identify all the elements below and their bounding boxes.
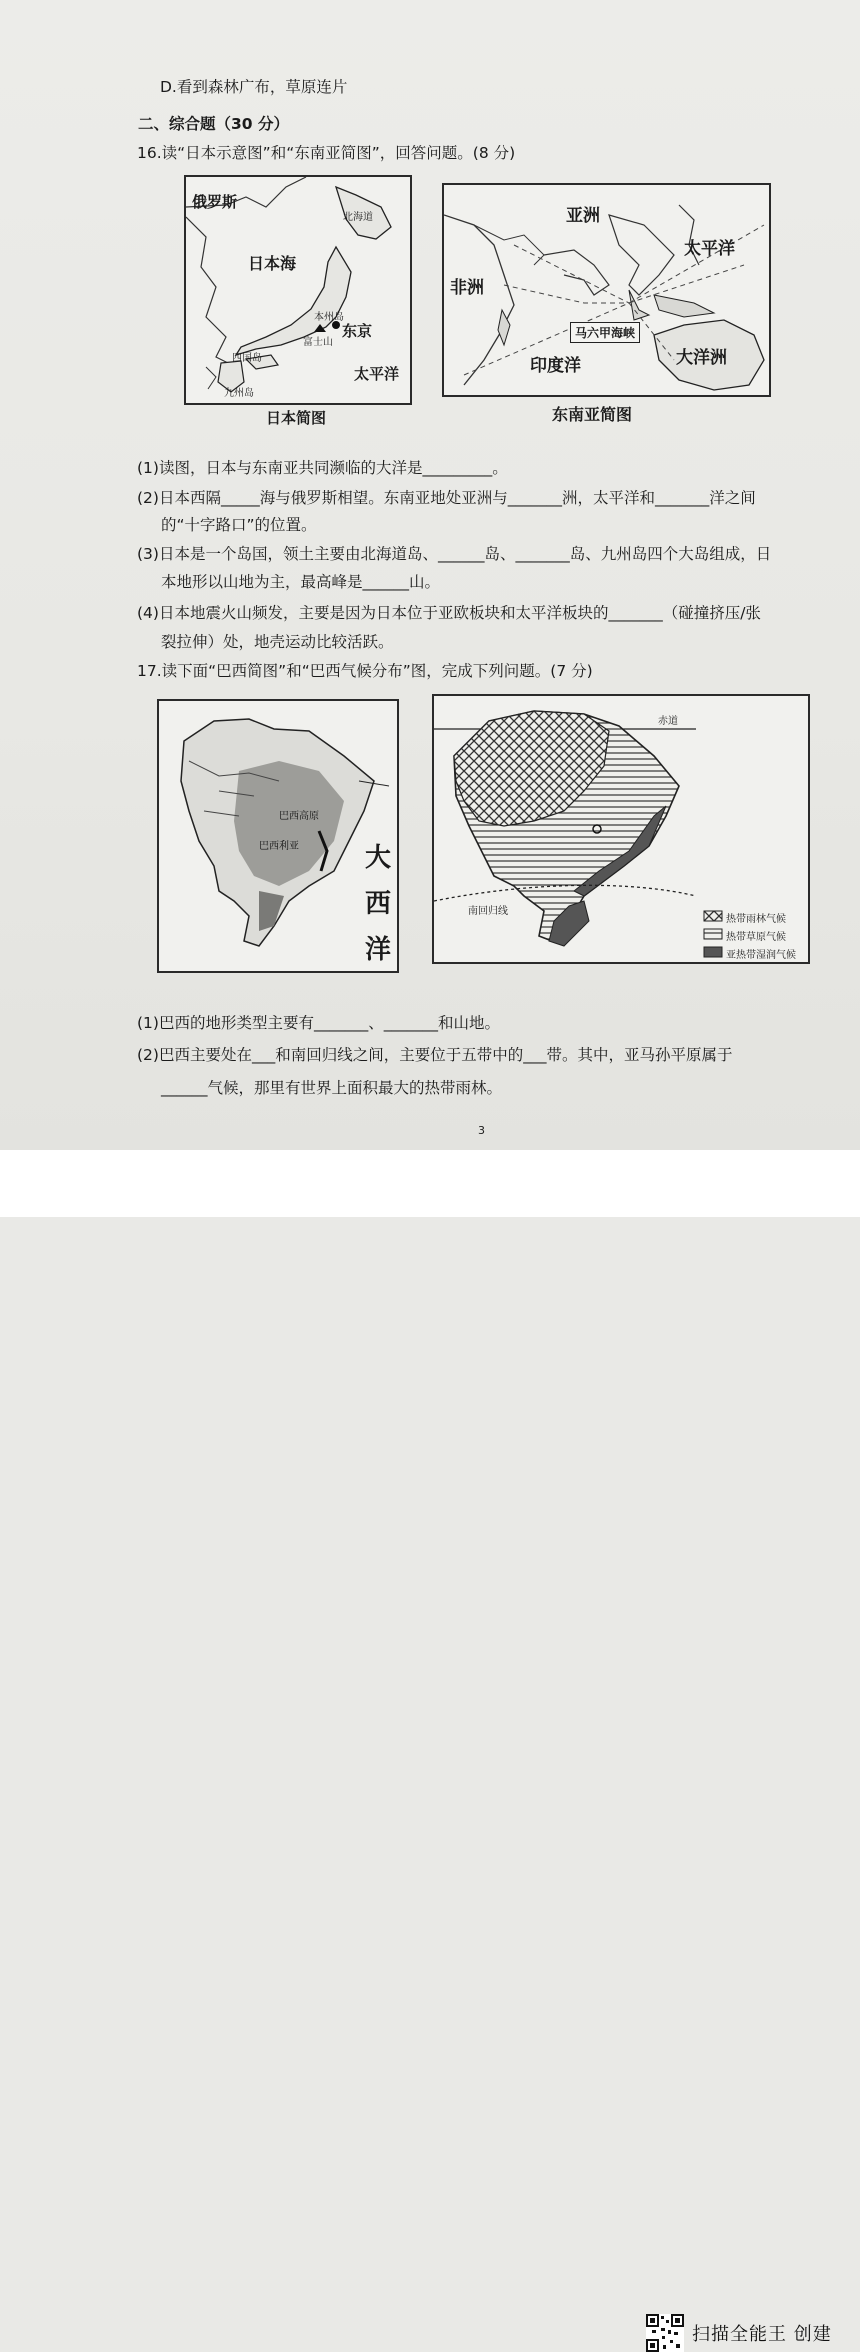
section-heading: 二、综合题（30 分） [138,115,289,133]
q16-part4-a: (4)日本地震火山频发，主要是因为日本位于亚欧板块和太平洋板块的_______（碰撞挤压/张 [137,604,761,622]
option-d: D.看到森林广布，草原连片 [160,78,348,96]
exam-page [0,0,860,1150]
label-pacific: 太平洋 [354,365,400,383]
label-shikoku: 四国岛 [232,353,262,364]
q16-part3-a: (3)日本是一个岛国，领土主要由北海道岛、______岛、_______岛、九州岛四个大岛组成，日 [137,545,772,563]
label-ocean-char-2: 西 [365,889,392,919]
label-tokyo: 东京 [342,322,373,340]
label-honshu: 本州岛 [314,312,344,323]
label-hokkaido: 北海道 [343,212,373,223]
scanner-brand: 扫描全能王 创建 [692,2324,832,2345]
scanner-footer [0,1150,860,2345]
legend-savanna: 热带草原气候 [726,932,786,943]
label-indian-ocean: 印度洋 [530,356,581,376]
question-17-title: 17.读下面“巴西简图”和“巴西气候分布”图，完成下列问题。(7 分) [137,662,593,680]
label-malacca-strait: 马六甲海峡 [570,322,640,343]
q16-part2-b: 的“十字路口”的位置。 [161,516,317,534]
q17-part2-b: ______气候，那里有世界上面积最大的热带雨林。 [161,1079,503,1097]
question-16-title: 16.读“日本示意图”和“东南亚简图”，回答问题。(8 分) [137,144,516,162]
q17-part2-a: (2)巴西主要处在___和南回归线之间，主要位于五带中的___带。其中，亚马孙平原属于 [137,1046,733,1064]
label-ocean-char-1: 大 [365,843,392,873]
japan-map [184,175,412,405]
q16-part4-b: 裂拉伸）处，地壳运动比较活跃。 [161,633,394,651]
label-africa: 非洲 [450,278,484,298]
q16-part1: (1)读图，日本与东南亚共同濒临的大洋是_________。 [137,459,508,477]
label-russia: 俄罗斯 [192,193,238,211]
label-sea-of-japan: 日本海 [248,254,297,273]
q16-part2-a: (2)日本西隔_____海与俄罗斯相望。东南亚地处亚洲与_______洲，太平洋和_______洋之间 [137,489,756,507]
q16-part3-b: 本地形以山地为主，最高峰是______山。 [161,573,441,591]
q17-part1: (1)巴西的地形类型主要有_______、_______和山地。 [137,1014,500,1032]
southeast-asia-map [442,183,771,397]
label-asia: 亚洲 [566,206,600,226]
label-pacific-ocean: 太平洋 [684,239,735,259]
qr-code-icon [646,2314,684,2352]
label-brasilia: 巴西利亚 [259,841,299,852]
label-tropic-of-capricorn: 南回归线 [468,906,508,917]
brazil-map [157,699,399,973]
legend-humid-subtropical: 亚热带湿润气候 [726,950,796,961]
label-brazilian-plateau: 巴西高原 [279,811,319,822]
label-equator: 赤道 [658,716,678,727]
label-fuji: 富士山 [303,337,333,348]
label-ocean-char-3: 洋 [365,935,392,965]
southeast-asia-caption: 东南亚简图 [552,405,633,424]
label-oceania: 大洋洲 [676,348,727,368]
label-kyushu: 九州岛 [224,388,254,399]
legend-rainforest: 热带雨林气候 [726,914,786,925]
brazil-map-drawing [159,701,397,971]
brazil-climate-map [432,694,810,964]
japan-map-caption: 日本简图 [266,409,327,427]
page-number: 3 [478,1124,485,1137]
